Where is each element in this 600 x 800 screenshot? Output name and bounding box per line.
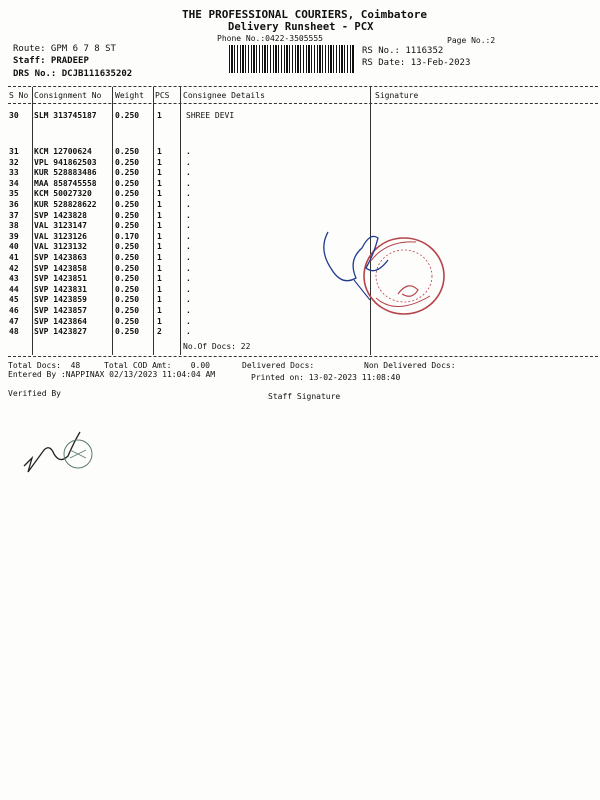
row-sno: 36 xyxy=(9,200,19,209)
row-consignee: . xyxy=(186,284,191,294)
row-consignment: SVP 1423863 xyxy=(34,253,87,262)
row-consignment: VPL 941862503 xyxy=(34,157,97,167)
row-consignment: VAL 3123132 xyxy=(34,242,87,252)
row-consignment: SLM 313745187 xyxy=(34,111,97,120)
row-consignee: . xyxy=(186,221,191,231)
table-row xyxy=(0,253,600,263)
col-sno: S No xyxy=(9,91,29,100)
row-consignment: SVP 1423858 xyxy=(34,263,87,273)
total-cod: Total COD Amt: 0.00 xyxy=(104,361,210,370)
row-consignee: . xyxy=(186,242,191,252)
col-signature: Signature xyxy=(375,91,419,100)
row-pcs: 1 xyxy=(157,284,162,294)
row-consignee: . xyxy=(186,157,191,167)
non-delivered-docs: Non Delivered Docs: xyxy=(364,361,456,370)
table-row xyxy=(0,295,600,305)
document-title: Delivery Runsheet - PCX xyxy=(228,21,374,33)
col-weight: Weight xyxy=(115,91,144,100)
row-consignee: . xyxy=(186,274,191,284)
phone-number: Phone No.:0422-3505555 xyxy=(217,34,323,43)
row-consignment: KCM 50027320 xyxy=(34,189,92,199)
route-label: Route: GPM 6 7 8 ST xyxy=(13,44,116,54)
stamp-mark xyxy=(398,286,418,296)
rs-number: RS No.: 1116352 xyxy=(362,46,444,56)
row-pcs: 1 xyxy=(157,200,162,209)
row-sno: 35 xyxy=(9,189,19,199)
row-pcs: 1 xyxy=(157,242,162,252)
row-sno: 42 xyxy=(9,263,19,273)
table-row xyxy=(0,285,600,295)
verifier-signature xyxy=(20,420,100,480)
col-consignee: Consignee Details xyxy=(183,91,265,100)
row-sno: 32 xyxy=(9,157,19,167)
table-row xyxy=(0,221,600,231)
consignee-signature xyxy=(318,220,398,310)
col-consignment: Consignment No xyxy=(34,91,102,100)
row-sno: 48 xyxy=(9,327,19,337)
row-weight: 0.250 xyxy=(115,111,140,120)
row-consignment: SVP 1423831 xyxy=(34,284,87,294)
footer-top-rule xyxy=(8,356,598,357)
table-row xyxy=(0,274,600,284)
row-weight: 0.250 xyxy=(115,253,140,262)
entered-by: Entered By :NAPPINAX 02/13/2023 11:04:04 AM xyxy=(8,370,216,379)
row-pcs: 1 xyxy=(157,157,162,167)
row-pcs: 1 xyxy=(157,178,162,188)
row-consignment: SVP 1423864 xyxy=(34,316,87,326)
row-pcs: 1 xyxy=(157,253,162,262)
staff-signature: Staff Signature xyxy=(268,392,341,401)
row-sno: 45 xyxy=(9,295,19,305)
row-sno: 39 xyxy=(9,231,19,241)
table-row xyxy=(0,179,600,189)
row-consignee: . xyxy=(186,200,191,209)
row-pcs: 1 xyxy=(157,210,162,220)
row-weight: 0.250 xyxy=(115,210,140,220)
row-consignee: . xyxy=(186,231,191,241)
row-sno: 46 xyxy=(9,306,19,315)
row-pcs: 1 xyxy=(157,306,162,315)
row-weight: 0.250 xyxy=(115,306,140,315)
drs-number: DRS No.: DCJB111635202 xyxy=(13,69,133,79)
row-pcs: 2 xyxy=(157,327,162,337)
row-weight: 0.250 xyxy=(115,316,140,326)
row-weight: 0.170 xyxy=(115,231,140,241)
row-consignment: KUR 528828622 xyxy=(34,200,97,209)
row-pcs: 1 xyxy=(157,168,162,178)
row-sno: 43 xyxy=(9,274,19,284)
row-consignee: . xyxy=(186,168,191,178)
company-name: THE PROFESSIONAL COURIERS, Coimbatore xyxy=(182,8,428,21)
row-weight: 0.250 xyxy=(115,263,140,273)
rs-date: RS Date: 13-Feb-2023 xyxy=(362,58,471,68)
row-weight: 0.250 xyxy=(115,157,140,167)
row-consignee: SHREE DEVI xyxy=(186,111,235,120)
row-weight: 0.250 xyxy=(115,274,140,284)
row-sno: 30 xyxy=(9,111,19,120)
row-pcs: 1 xyxy=(157,221,162,231)
total-docs: Total Docs: 48 xyxy=(8,361,81,370)
no-of-docs: No.Of Docs: 22 xyxy=(183,342,251,351)
row-consignment: SVP 1423827 xyxy=(34,327,87,337)
row-weight: 0.250 xyxy=(115,147,140,156)
row-sno: 33 xyxy=(9,168,19,178)
table-row xyxy=(0,327,600,337)
row-sno: 44 xyxy=(9,284,19,294)
row-weight: 0.250 xyxy=(115,295,140,305)
table-row xyxy=(0,189,600,199)
row-sno: 31 xyxy=(9,147,19,156)
staff-label: Staff: PRADEEP xyxy=(13,56,89,66)
row-consignee: . xyxy=(186,189,191,199)
row-consignee: . xyxy=(186,210,191,220)
row-weight: 0.250 xyxy=(115,178,140,188)
row-consignee: . xyxy=(186,295,191,305)
row-weight: 0.250 xyxy=(115,168,140,178)
barcode xyxy=(229,45,355,73)
row-consignee: . xyxy=(186,253,191,262)
row-consignment: KCM 12700624 xyxy=(34,147,92,156)
header-top-rule xyxy=(8,86,598,87)
row-pcs: 1 xyxy=(157,274,162,284)
row-pcs: 1 xyxy=(157,316,162,326)
row-pcs: 1 xyxy=(157,263,162,273)
row-sno: 37 xyxy=(9,210,19,220)
verified-by: Verified By xyxy=(8,389,61,398)
row-sno: 47 xyxy=(9,316,19,326)
table-row xyxy=(0,242,600,252)
row-weight: 0.250 xyxy=(115,189,140,199)
table-row xyxy=(0,200,600,210)
table-row xyxy=(0,317,600,327)
table-row xyxy=(0,147,600,157)
row-sno: 40 xyxy=(9,242,19,252)
row-sno: 38 xyxy=(9,221,19,231)
table-row xyxy=(0,158,600,168)
table-row xyxy=(0,168,600,178)
row-consignee: . xyxy=(186,178,191,188)
row-weight: 0.250 xyxy=(115,200,140,209)
row-consignment: SVP 1423859 xyxy=(34,295,87,305)
row-pcs: 1 xyxy=(157,147,162,156)
row-weight: 0.250 xyxy=(115,221,140,231)
row-pcs: 1 xyxy=(157,295,162,305)
printed-on: Printed on: 13-02-2023 11:08:40 xyxy=(251,373,401,382)
row-consignee: . xyxy=(186,147,191,156)
row-consignee: . xyxy=(186,306,191,315)
row-consignee: . xyxy=(186,327,191,337)
row-pcs: 1 xyxy=(157,231,162,241)
table-row xyxy=(0,264,600,274)
row-weight: 0.250 xyxy=(115,327,140,337)
row-consignee: . xyxy=(186,316,191,326)
row-consignment: SVP 1423851 xyxy=(34,274,87,284)
row-sno: 34 xyxy=(9,178,19,188)
header-bottom-rule xyxy=(8,103,598,104)
row-consignment: MAA 858745558 xyxy=(34,178,97,188)
delivered-docs: Delivered Docs: xyxy=(242,361,315,370)
row-consignment: KUR 528883486 xyxy=(34,168,97,178)
row-consignment: SVP 1423857 xyxy=(34,306,87,315)
row-consignee: . xyxy=(186,263,191,273)
row-sno: 41 xyxy=(9,253,19,262)
row-pcs: 1 xyxy=(157,111,162,120)
row-consignment: SVP 1423828 xyxy=(34,210,87,220)
row-pcs: 1 xyxy=(157,189,162,199)
row-consignment: VAL 3123126 xyxy=(34,231,87,241)
col-pcs: PCS xyxy=(155,91,170,100)
table-row xyxy=(0,111,600,121)
table-row xyxy=(0,211,600,221)
page-number: Page No.:2 xyxy=(447,36,496,45)
row-weight: 0.250 xyxy=(115,284,140,294)
table-row xyxy=(0,232,600,242)
table-row xyxy=(0,306,600,316)
row-weight: 0.250 xyxy=(115,242,140,252)
row-consignment: VAL 3123147 xyxy=(34,221,87,231)
